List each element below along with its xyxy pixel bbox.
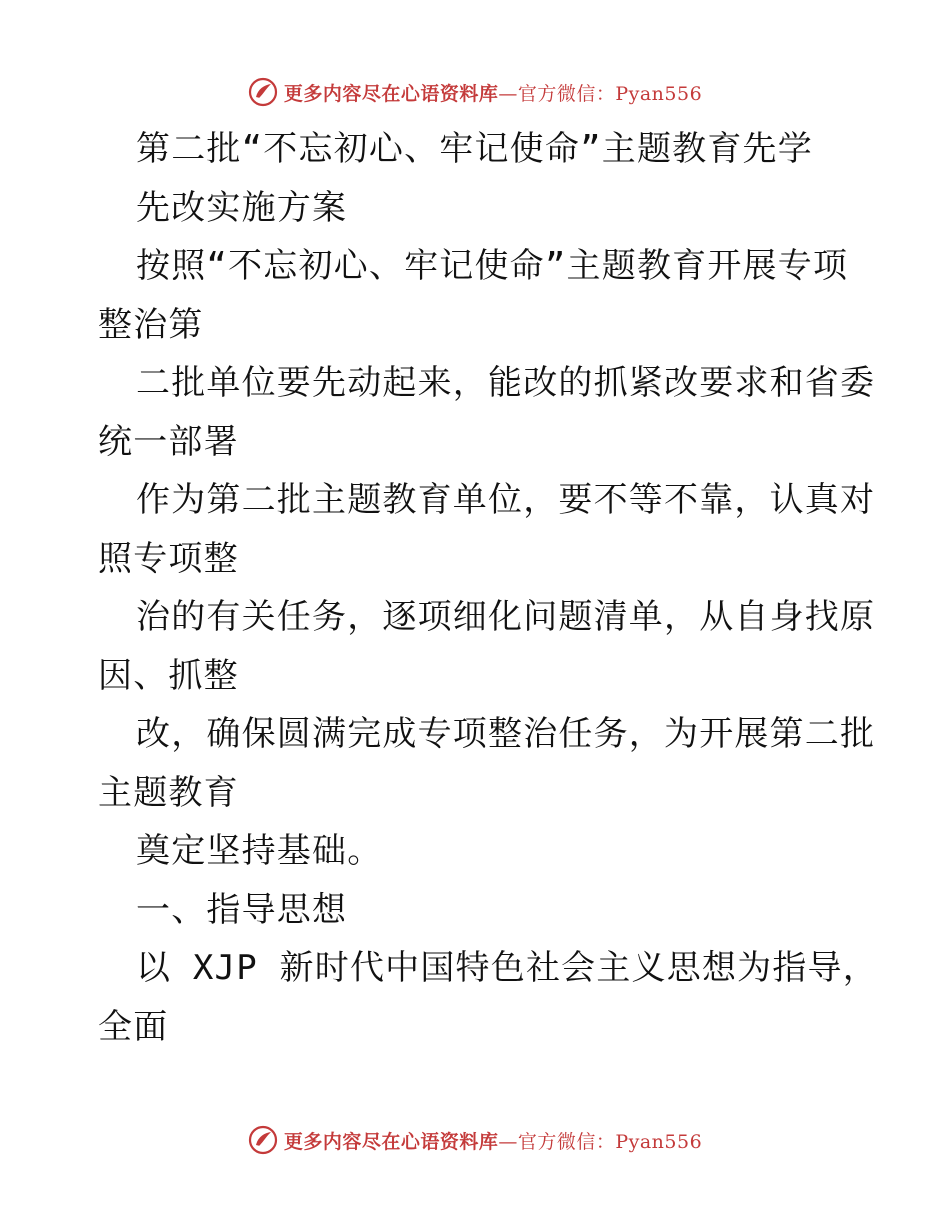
body-line: 以 XJP 新时代中国特色社会主义思想为指导， [136,948,878,988]
body-line: 主题教育 [98,772,239,813]
document-body [98,120,878,1056]
banner-separator: — [498,82,518,105]
banner-text [284,79,702,106]
body-line: 改，确保圆满完成专项整治任务，为开展第二批 [136,714,876,754]
body-line: 照专项整 [98,538,239,579]
body-line: 二批单位要先动起来，能改的抓紧改要求和省委 [136,363,876,403]
body-line: 整治第 [98,304,204,345]
body-line: 作为第二批主题教育单位，要不等不靠，认真对 [136,480,876,520]
banner-separator: — [498,1130,518,1153]
body-line: 治的有关任务，逐项细化问题清单，从自身找原 [136,597,876,637]
footer-watermark-banner [0,1120,950,1160]
header-watermark-banner [0,72,950,112]
banner-contact: 官方微信：Pyan556 [517,1130,703,1153]
body-line: 按照“不忘初心、牢记使命”主题教育开展专项 [136,246,849,286]
body-line: 第二批“不忘初心、牢记使命”主题教育先学 [136,129,813,169]
body-line: 统一部署 [98,421,239,462]
banner-contact: 官方微信：Pyan556 [517,82,703,105]
body-line: 先改实施方案 [136,187,348,228]
body-line: 全面 [98,1006,169,1047]
banner-brand: 更多内容尽在心语资料库 [283,1130,499,1153]
section-heading: 一、指导思想 [136,889,348,930]
banner-brand: 更多内容尽在心语资料库 [283,82,499,105]
body-line: 因、抓整 [98,655,239,696]
body-line: 奠定坚持基础。 [136,831,383,871]
banner-text [284,1127,702,1154]
brand-logo-icon [248,77,278,107]
brand-logo-icon [248,1125,278,1155]
